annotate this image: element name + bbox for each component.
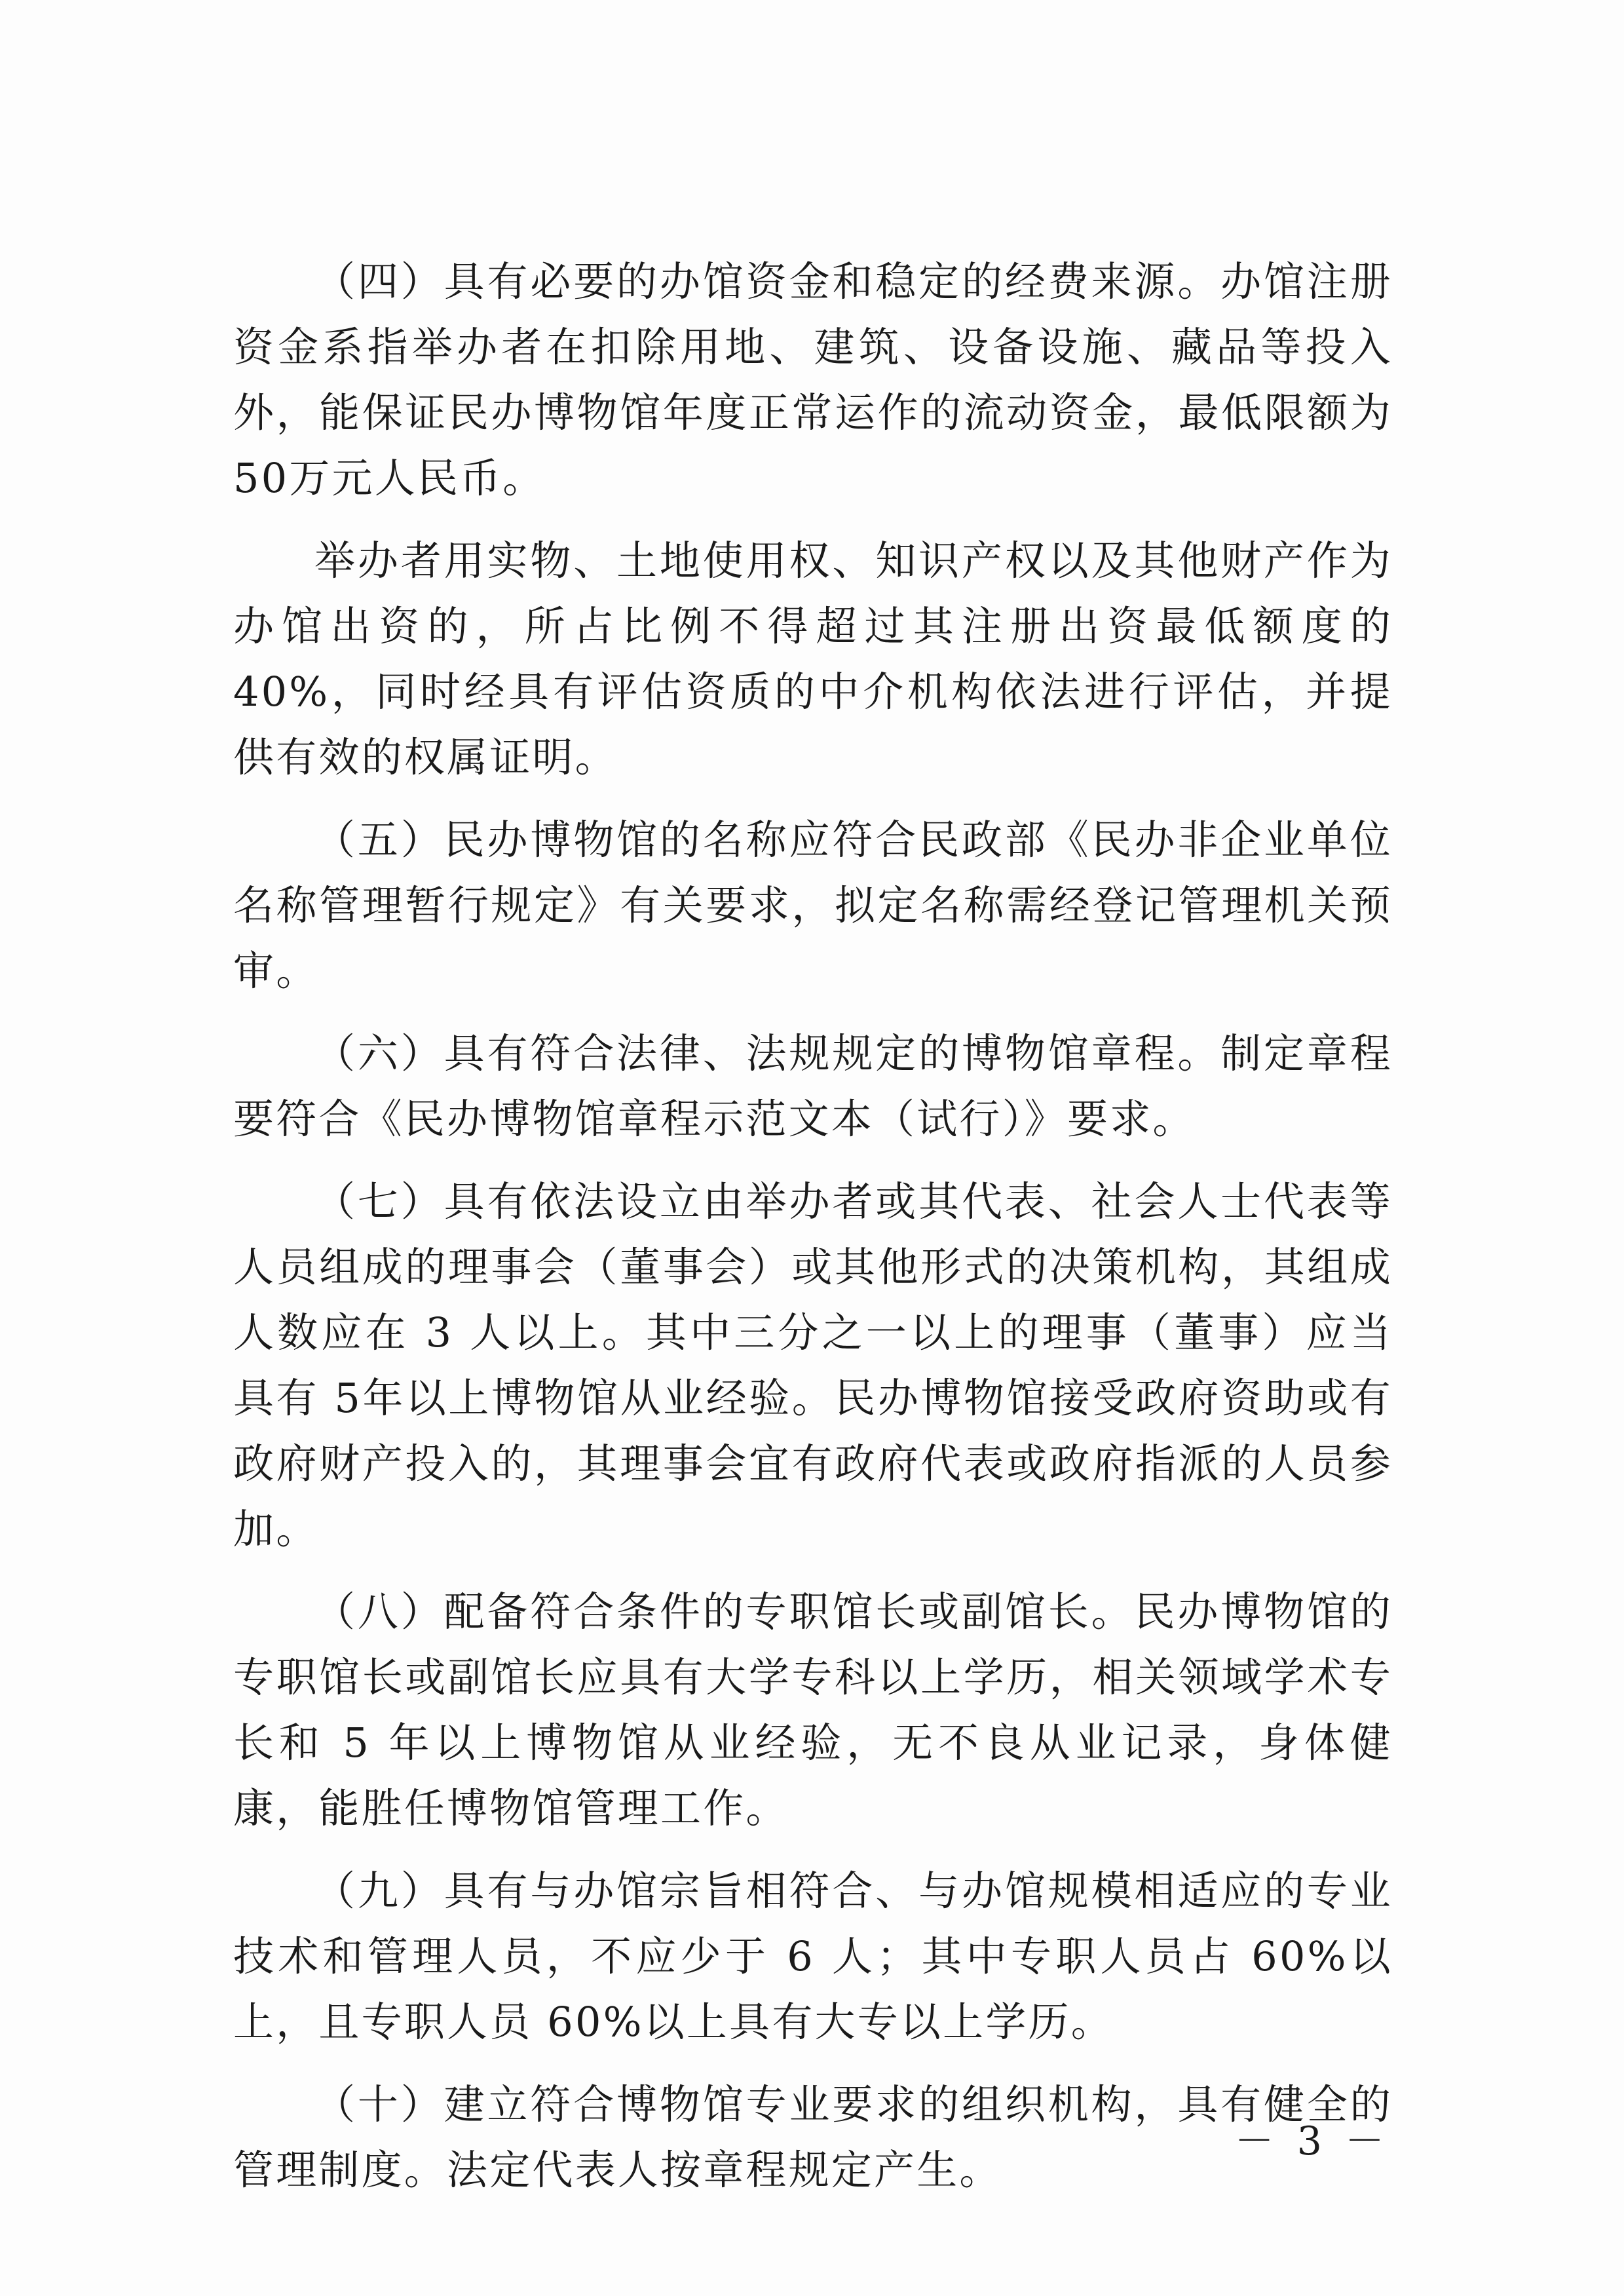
page-number: － 3 － <box>1234 2118 1389 2164</box>
paragraph-10-organization: （十）建立符合博物馆专业要求的组织机构，具有健全的管理制度。法定代表人按章程规定产生。 <box>233 2080 1393 2194</box>
paragraph-capital-contribution: 举办者用实物、土地使用权、知识产权以及其他财产作为办馆出资的，所占比例不得超过其注册出资最低额度的 40%，同时经具有评估资质的中介机构依法进行评估，并提供有效的权属证明。 <box>233 537 1393 781</box>
document-body <box>233 249 1393 2220</box>
paragraph-9-staff: （九）具有与办馆宗旨相符合、与办馆规模相适应的专业技术和管理人员，不应少于 6 人；其中专职人员占 60%以上，且专职人员 60%以上具有大专以上学历。 <box>233 1867 1393 2046</box>
paragraph-7-board: （七）具有依法设立由举办者或其代表、社会人士代表等人员组成的理事会（董事会）或其他形式的决策机构，其组成人数应在 3 人以上。其中三分之一以上的理事（董事）应当具有 5年以上博物馆从业经验。民办博物馆接受政府资助或有政府财产投入的，其理事会宜有政府代表或政府指派的人员参加。 <box>233 1177 1393 1553</box>
paragraph-5-name: （五）民办博物馆的名称应符合民政部《民办非企业单位名称管理暂行规定》有关要求，拟定名称需经登记管理机关预审。 <box>233 816 1393 995</box>
paragraph-6-charter: （六）具有符合法律、法规规定的博物馆章程。制定章程要符合《民办博物馆章程示范文本（试行）》要求。 <box>233 1029 1393 1143</box>
paragraph-8-director: （八）配备符合条件的专职馆长或副馆长。民办博物馆的专职馆长或副馆长应具有大学专科以上学历，相关领域学术专长和 5 年以上博物馆从业经验，无不良从业记录，身体健康，能胜任博物馆管理工作。 <box>233 1588 1393 1832</box>
paragraph-4-funding: （四）具有必要的办馆资金和稳定的经费来源。办馆注册资金系指举办者在扣除用地、建筑、设备设施、藏品等投入外，能保证民办博物馆年度正常运作的流动资金，最低限额为 50万元人民币。 <box>233 258 1393 502</box>
